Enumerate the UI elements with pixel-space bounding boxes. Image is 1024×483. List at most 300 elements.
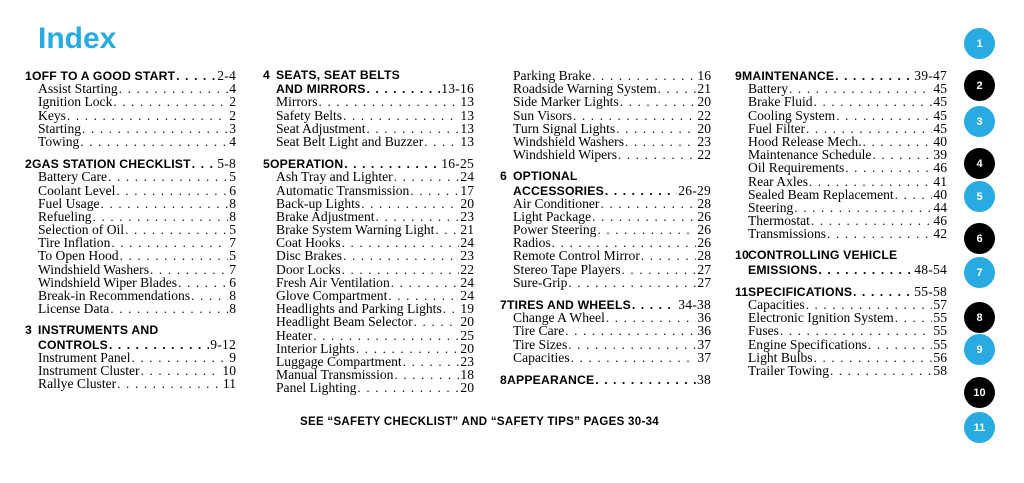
section-number: 8 (500, 372, 507, 387)
page-ref: 4 (229, 133, 236, 149)
page-ref: 58 (933, 362, 947, 378)
section-tab-11[interactable]: 11 (964, 412, 995, 443)
entry-label: Windshield Wiper Blades (38, 274, 178, 290)
index-entry[interactable] (263, 263, 474, 276)
page-ref: 41 (933, 173, 947, 189)
dot-leader (625, 135, 696, 148)
entry-label: Ignition Lock (38, 94, 113, 110)
index-entry[interactable] (735, 227, 947, 240)
page-ref: 13 (460, 120, 474, 136)
section-tab-4[interactable]: 4 (964, 148, 995, 179)
section-title: OPERATION (269, 157, 344, 172)
dot-leader (632, 298, 677, 311)
page-ref: 8 (229, 208, 236, 224)
page-ref: 22 (697, 107, 711, 123)
entry-label: Air Conditioner (513, 195, 600, 211)
index-entry[interactable] (25, 377, 236, 390)
section-tab-1[interactable]: 1 (964, 28, 995, 59)
index-column-4 (735, 69, 947, 377)
entry-label: Sealed Beam Replacement (748, 186, 894, 202)
index-entry[interactable] (25, 95, 236, 108)
dot-leader (811, 214, 932, 227)
dot-leader (313, 329, 459, 342)
dot-leader (132, 351, 229, 364)
entry-label: Radios (513, 235, 551, 251)
dot-leader (658, 82, 697, 95)
dot-leader (150, 263, 228, 276)
dot-leader (616, 122, 696, 135)
section-title: OFF TO A GOOD START (31, 69, 176, 83)
entry-label: License Data (38, 301, 110, 317)
index-entry[interactable] (25, 109, 236, 122)
entry-label: Turn Signal Lights (513, 120, 616, 136)
entry-label: Break-in Recommendations (38, 288, 191, 303)
dot-leader (101, 197, 229, 210)
entry-label: Battery Care (38, 169, 108, 185)
entry-label: Ash Tray and Lighter (276, 169, 393, 185)
page-ref: 36 (697, 323, 711, 339)
dot-leader (641, 249, 697, 262)
page-ref: 28 (697, 195, 711, 211)
dot-leader (403, 355, 460, 368)
dot-leader (568, 338, 696, 351)
section-number: 2 (25, 157, 32, 172)
page-ref: 55 (933, 336, 947, 352)
dot-leader (809, 175, 932, 188)
page-ref: 24 (460, 288, 474, 303)
dot-leader (895, 311, 933, 324)
entry-label: Instrument Cluster (38, 362, 140, 378)
entry-label: Disc Brakes (276, 248, 343, 264)
page-ref: 5 (229, 169, 236, 185)
page-ref: 11 (222, 376, 236, 392)
index-entry[interactable] (263, 170, 474, 183)
entry-label: Stereo Tape Players (513, 261, 621, 277)
index-entry[interactable] (263, 249, 474, 262)
page-ref: 5 (229, 248, 236, 264)
section-title: ACCESSORIES (513, 183, 604, 198)
index-entry[interactable] (500, 197, 711, 210)
index-entry[interactable] (735, 109, 947, 122)
section-title: GAS STATION CHECKLIST (31, 157, 191, 172)
entry-label: Safety Belts (276, 107, 343, 123)
dot-leader (394, 368, 459, 381)
entry-label: Coolant Level (38, 182, 116, 198)
entry-label: Windshield Washers (38, 261, 149, 277)
entry-label: Seat Adjustment (276, 120, 366, 136)
dot-leader (835, 69, 913, 82)
dot-leader (141, 364, 222, 377)
entry-label: Back-up Lights (276, 195, 361, 211)
section-number: 7 (500, 298, 507, 312)
entry-label: Oil Requirements (748, 160, 845, 176)
dot-leader (192, 157, 216, 170)
dot-leader (176, 69, 216, 82)
dot-leader (111, 236, 228, 249)
dot-leader (863, 135, 933, 148)
section-heading[interactable] (500, 170, 711, 183)
dot-leader (836, 109, 932, 122)
index-entry[interactable] (500, 122, 711, 135)
page-ref: 9 (229, 349, 236, 365)
page-ref: 21 (460, 222, 474, 238)
page-ref: 26 (697, 222, 711, 238)
entry-label: Headlight Beam Selector (276, 314, 413, 330)
index-entry[interactable] (25, 302, 236, 315)
page-ref: 7 (229, 261, 236, 277)
dot-leader (343, 249, 459, 262)
page-ref: 39 (933, 147, 947, 163)
entry-label: Maintenance Schedule (748, 147, 872, 163)
page-ref: 40 (933, 186, 947, 202)
entry-label: Brake System Warning Light (276, 222, 435, 238)
section-number: 5 (263, 157, 270, 172)
entry-label: Luggage Compartment (276, 353, 402, 369)
index-entry[interactable] (263, 315, 474, 328)
page-title: Index (38, 22, 117, 55)
entry-label: Towing (38, 133, 80, 149)
page-ref: 8 (229, 301, 236, 317)
dot-leader (605, 184, 677, 197)
page-ref: 2 (229, 107, 236, 123)
index-entry[interactable] (735, 161, 947, 174)
index-entry[interactable] (25, 263, 236, 276)
dot-leader (830, 364, 932, 377)
section-heading-continued[interactable] (25, 338, 236, 351)
page-ref: 40 (933, 133, 947, 149)
page-ref: 26 (697, 235, 711, 251)
dot-leader (868, 338, 932, 351)
page-ref: 9-12 (210, 336, 236, 352)
dot-leader (443, 302, 460, 315)
index-entry[interactable] (735, 364, 947, 377)
dot-leader (872, 148, 932, 161)
entry-label: Engine Specifications (748, 336, 867, 352)
entry-label: Fuel Filter (748, 120, 806, 136)
page-ref: 46 (933, 160, 947, 176)
dot-leader (119, 82, 229, 95)
page-ref: 20 (697, 120, 711, 136)
dot-leader (367, 122, 460, 135)
page-ref: 24 (460, 169, 474, 185)
dot-leader (356, 342, 460, 355)
dot-leader (117, 377, 222, 390)
entry-label: Instrument Panel (38, 349, 131, 365)
page-ref: 21 (697, 81, 711, 97)
page-ref: 37 (697, 349, 711, 365)
page-ref: 27 (697, 261, 711, 277)
entry-label: Tire Sizes (513, 336, 568, 352)
page-ref: 45 (933, 81, 947, 97)
dot-leader (361, 197, 459, 210)
entry-label: Glove Compartment (276, 288, 388, 303)
entry-label: Brake Adjustment (276, 208, 375, 224)
dot-leader (845, 161, 932, 174)
page-ref: 13-16 (441, 81, 474, 97)
index-column-2 (263, 69, 474, 395)
page-ref: 8 (229, 288, 236, 303)
entry-label: Keys (38, 107, 66, 123)
dot-leader (568, 276, 696, 289)
entry-label: Parking Brake (513, 68, 592, 83)
entry-label: Fuses (748, 323, 779, 339)
page-ref: 56 (933, 349, 947, 365)
dot-leader (67, 109, 228, 122)
entry-label: Hood Release Mech. (748, 133, 862, 149)
dot-leader (595, 373, 696, 386)
dot-leader (895, 188, 933, 201)
page-ref: 7 (229, 235, 236, 251)
index-entry[interactable] (500, 351, 711, 364)
dot-leader (435, 223, 459, 236)
index-entry[interactable] (25, 122, 236, 135)
entry-label: To Open Hood (38, 248, 119, 264)
page-ref: 55 (933, 310, 947, 326)
page-ref: 20 (460, 340, 474, 356)
entry-label: Headlights and Parking Lights (276, 301, 442, 317)
dot-leader (794, 201, 932, 214)
index-column-3 (500, 69, 711, 386)
page-ref: 16-25 (441, 156, 474, 172)
page-ref: 37 (697, 336, 711, 352)
index-entry[interactable] (25, 170, 236, 183)
index-entry[interactable] (735, 188, 947, 201)
page-ref: 45 (933, 120, 947, 136)
dot-leader (814, 95, 933, 108)
entry-label: Steering (748, 199, 794, 215)
index-entry[interactable] (25, 249, 236, 262)
entry-label: Sun Visors (513, 107, 572, 123)
section-title: EMISSIONS (748, 262, 818, 277)
dot-leader (110, 302, 228, 315)
page-ref: 26-29 (678, 182, 711, 198)
page-ref: 20 (460, 380, 474, 396)
dot-leader (573, 109, 696, 122)
dot-leader (109, 338, 209, 351)
page-ref: 26 (697, 208, 711, 224)
section-title: MAINTENANCE (741, 69, 835, 83)
index-entry[interactable] (25, 135, 236, 148)
dot-leader (620, 95, 697, 108)
page-ref: 10 (222, 362, 236, 378)
section-tab-6[interactable]: 6 (964, 223, 995, 254)
index-entry[interactable] (263, 184, 474, 197)
section-heading[interactable] (735, 249, 947, 262)
dot-leader (814, 351, 933, 364)
index-entry[interactable] (735, 324, 947, 337)
section-number: 4 (263, 68, 270, 82)
page-ref: 13 (460, 107, 474, 123)
entry-label: Selection of Oil (38, 222, 125, 238)
dot-leader (410, 184, 459, 197)
dot-leader (853, 285, 913, 298)
page-ref: 5-8 (217, 156, 236, 172)
section-number: 1 (25, 69, 32, 83)
index-entry[interactable] (500, 148, 711, 161)
page-ref: 20 (460, 195, 474, 211)
entry-label: Capacities (748, 297, 805, 312)
dot-leader (827, 227, 932, 240)
page-ref: 23 (460, 353, 474, 369)
entry-label: Windshield Wipers (513, 147, 617, 163)
dot-leader (191, 289, 228, 302)
section-tab-5[interactable]: 5 (964, 181, 995, 212)
section-title: CONTROLS (38, 337, 108, 352)
section-tab-10[interactable]: 10 (964, 377, 995, 408)
page-ref: 38 (697, 371, 711, 387)
index-entry[interactable] (500, 95, 711, 108)
page-ref: 23 (697, 133, 711, 149)
index-entry[interactable] (263, 329, 474, 342)
dot-leader (592, 210, 696, 223)
section-tab-8[interactable]: 8 (964, 302, 995, 333)
index-entry[interactable] (263, 122, 474, 135)
dot-leader (342, 263, 460, 276)
index-entry[interactable] (735, 95, 947, 108)
page-ref: 18 (460, 367, 474, 383)
index-entry[interactable] (735, 351, 947, 364)
page-ref: 25 (460, 327, 474, 343)
page-ref: 42 (933, 226, 947, 242)
entry-label: Power Steering (513, 222, 597, 238)
index-entry[interactable] (263, 135, 474, 148)
page-ref: 55-58 (914, 283, 947, 299)
dot-leader (367, 82, 441, 95)
dot-leader (606, 311, 697, 324)
section-number: 9 (735, 69, 742, 83)
entry-label: Tire Care (513, 323, 565, 339)
dot-leader (319, 95, 460, 108)
dot-leader (342, 236, 460, 249)
index-entry[interactable] (25, 184, 236, 197)
entry-label: Thermostat (748, 213, 810, 229)
dot-leader (108, 170, 228, 183)
entry-label: Sure-Grip (513, 274, 568, 290)
entry-label: Cooling System (748, 107, 836, 123)
page-ref: 23 (460, 248, 474, 264)
index-entry[interactable] (500, 109, 711, 122)
entry-label: Fresh Air Ventilation (276, 274, 390, 290)
index-entry[interactable] (263, 197, 474, 210)
entry-label: Starting (38, 120, 82, 136)
section-title: OPTIONAL (513, 169, 578, 184)
entry-label: Panel Lighting (276, 380, 357, 396)
page-ref: 24 (460, 235, 474, 251)
page-ref: 39-47 (914, 68, 947, 83)
index-entry[interactable] (263, 109, 474, 122)
safety-note: SEE “SAFETY CHECKLIST” AND “SAFETY TIPS” PAGES 30-34 (300, 416, 659, 428)
index-entry[interactable] (500, 338, 711, 351)
page-ref: 34-38 (678, 297, 711, 312)
index-entry[interactable] (500, 324, 711, 337)
page-ref: 23 (460, 208, 474, 224)
section-title: CONTROLLING VEHICLE (748, 248, 898, 263)
dot-leader (618, 148, 696, 161)
page-ref: 36 (697, 310, 711, 326)
dot-leader (780, 324, 932, 337)
page-ref: 57 (933, 297, 947, 312)
index-entry[interactable] (263, 381, 474, 394)
page-ref: 8 (229, 195, 236, 211)
index-column-1 (25, 69, 236, 390)
dot-leader (120, 249, 229, 262)
page-ref: 6 (229, 182, 236, 198)
entry-label: Door Locks (276, 261, 341, 277)
entry-label: Interior Lights (276, 340, 355, 356)
entry-label: Mirrors (276, 94, 318, 110)
dot-leader (597, 223, 696, 236)
entry-label: Capacities (513, 349, 570, 365)
page-ref: 16 (697, 68, 711, 83)
dot-leader (565, 324, 696, 337)
dot-leader (391, 276, 460, 289)
page-ref: 45 (933, 94, 947, 110)
index-entry[interactable] (500, 276, 711, 289)
page-ref: 2-4 (217, 68, 236, 83)
index-entry[interactable] (25, 197, 236, 210)
section-title: INSTRUMENTS AND (38, 323, 159, 338)
entry-label: Automatic Transmission (276, 182, 410, 198)
index-entry[interactable] (735, 122, 947, 135)
entry-label: Coat Hooks (276, 235, 341, 251)
entry-label: Tire Inflation (38, 235, 111, 251)
dot-leader (424, 135, 459, 148)
section-tab-7[interactable]: 7 (964, 257, 995, 288)
section-number: 10 (735, 248, 749, 263)
dot-leader (600, 197, 696, 210)
index-entry[interactable] (25, 351, 236, 364)
page-ref: 46 (933, 213, 947, 229)
index-entry[interactable] (735, 338, 947, 351)
section-title: TIRES AND WHEELS (506, 298, 631, 312)
entry-label: Roadside Warning System (513, 81, 657, 97)
page-ref: 44 (933, 199, 947, 215)
index-entry[interactable] (263, 342, 474, 355)
section-title: AND MIRRORS (276, 82, 366, 97)
page-ref: 22 (460, 261, 474, 277)
index-entry[interactable] (500, 249, 711, 262)
entry-label: Windshield Washers (513, 133, 624, 149)
section-heading[interactable] (25, 324, 236, 337)
section-number: 6 (500, 169, 507, 184)
section-tab-3[interactable]: 3 (964, 106, 995, 137)
entry-label: Rear Axles (748, 173, 809, 189)
index-entry[interactable] (735, 175, 947, 188)
dot-leader (394, 170, 460, 183)
page-ref: 17 (460, 182, 474, 198)
section-heading-continued[interactable] (735, 263, 947, 276)
dot-leader (571, 351, 697, 364)
page-ref: 20 (697, 94, 711, 110)
section-tab-2[interactable]: 2 (964, 70, 995, 101)
dot-leader (116, 184, 228, 197)
entry-label: Remote Control Mirror (513, 248, 640, 264)
section-heading[interactable] (500, 373, 711, 386)
dot-leader (80, 135, 228, 148)
dot-leader (622, 263, 697, 276)
page-ref: 45 (933, 107, 947, 123)
index-entry[interactable] (263, 95, 474, 108)
section-tab-9[interactable]: 9 (964, 334, 995, 365)
page-ref: 27 (697, 274, 711, 290)
section-heading-continued[interactable] (500, 184, 711, 197)
index-entry[interactable] (500, 263, 711, 276)
entry-label: Change A Wheel (513, 310, 605, 326)
page-ref: 20 (460, 314, 474, 330)
entry-label: Assist Starting (38, 81, 118, 97)
page-ref: 6 (229, 274, 236, 290)
entry-label: Transmissions (748, 226, 827, 242)
